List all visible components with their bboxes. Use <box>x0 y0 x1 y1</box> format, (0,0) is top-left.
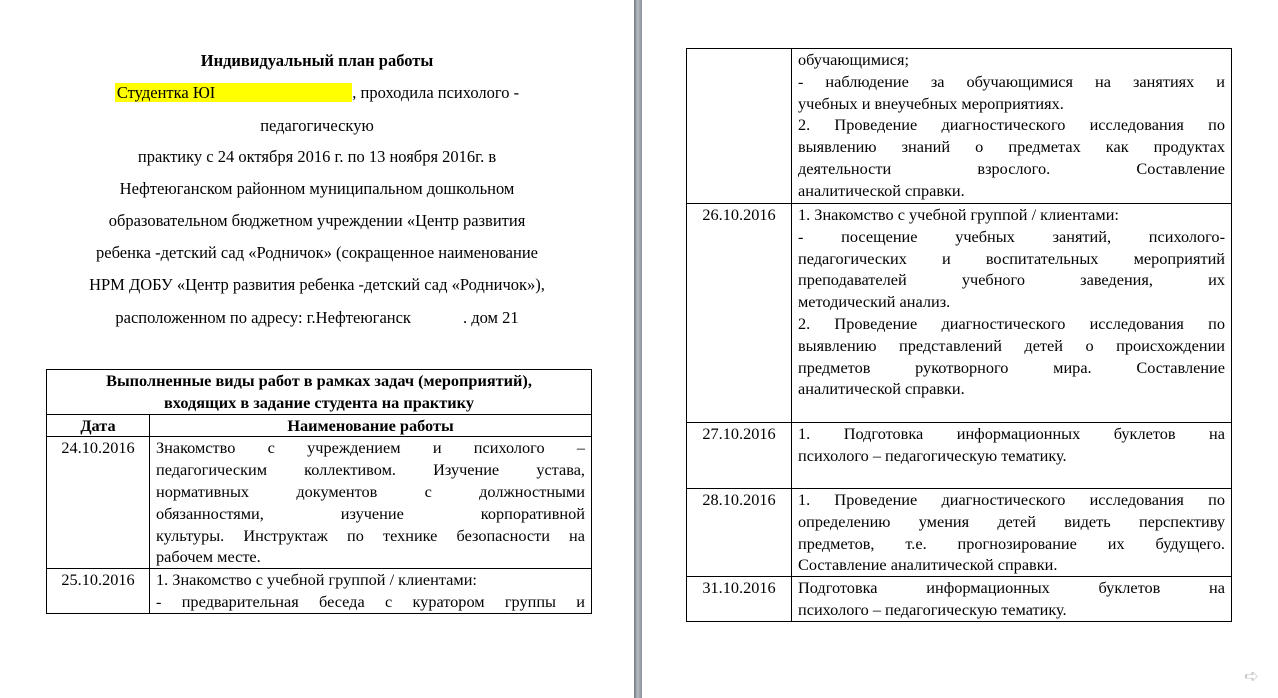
row-date: 28.10.2016 <box>687 489 792 577</box>
table-row <box>687 489 1232 577</box>
table-row <box>47 437 592 569</box>
row-work: 1. Знакомство с учебной группой / клиентами: - предварительная беседа с куратором группы и <box>150 569 592 614</box>
address-line: расположенном по адресу: г.Нефтеюганск . дом 21 <box>115 308 519 327</box>
row-work: обучающимися; - наблюдение за обучающимися на занятиях и учебных и внеучебных мероприятиях. 2. Проведение диагностического исследования по выявлению знаний о предметах как продуктах деятельности взрослого. Составление аналитической справки. <box>792 49 1232 204</box>
highlighted-student-name: Студентка ЮІ <box>115 83 352 102</box>
header-line-4: практику с 24 октября 2016 г. по 13 ноября 2016г. в <box>137 147 497 166</box>
header-line-3: педагогическую <box>260 116 374 135</box>
document-page-right <box>642 0 1278 698</box>
header-line-5: Нефтеюганском районном муниципальном дошкольном <box>119 179 515 198</box>
redacted-name <box>215 85 350 101</box>
column-header-date: Дата <box>47 414 150 437</box>
table-row <box>687 49 1232 204</box>
next-arrow-icon[interactable]: ➪ <box>1244 666 1260 687</box>
student-line: Студентка ЮІ , проходила психолого - <box>116 83 520 102</box>
row-date: 25.10.2016 <box>47 569 150 614</box>
table-row <box>687 423 1232 489</box>
row-date: 24.10.2016 <box>47 437 150 569</box>
doc-title: Индивидуальный план работы <box>200 51 434 70</box>
row-date: 27.10.2016 <box>687 423 792 489</box>
row-date: 31.10.2016 <box>687 577 792 622</box>
header-line-6: образовательном бюджетном учреждении «Центр развития <box>108 211 526 230</box>
header-line-8: НРМ ДОБУ «Центр развития ребенка -детский сад «Родничок»), <box>89 275 545 294</box>
document-page-left <box>0 0 634 698</box>
row-work: 1. Знакомство с учебной группой / клиентами: - посещение учебных занятий, психолого- педагогических и воспитательных мероприятий преподавателей учебного заведения, их методический анализ. 2. Проведение диагностического исследования по выявлению представлений детей о происхождении предметов рукотворного мира. Составление аналитической справки. <box>792 204 1232 423</box>
table-row <box>687 204 1232 423</box>
row-work: 1. Проведение диагностического исследования по определению умения детей видеть перспективу предметов, т.е. прогнозирование их будущего. Составление аналитической справки. <box>792 489 1232 577</box>
page-gap <box>634 0 642 698</box>
work-table-part-2 <box>686 48 1232 622</box>
table-row <box>687 577 1232 622</box>
row-date: 26.10.2016 <box>687 204 792 423</box>
row-date <box>687 49 792 204</box>
row-work: Знакомство с учреждением и психолого – педагогическим коллективом. Изучение устава, нормативных документов с должностными обязанностями, изучение корпоративной культуры. Инструктаж по технике безопасности на рабочем месте. <box>150 437 592 569</box>
column-header-work: Наименование работы <box>150 414 592 437</box>
work-table-part-1 <box>46 369 592 614</box>
table-row <box>47 569 592 614</box>
table-caption: Выполненные виды работ в рамках задач (мероприятий), входящих в задание студента на практику <box>47 370 592 415</box>
header-line-7: ребенка -детский сад «Родничок» (сокращенное наименование <box>96 243 538 262</box>
row-work: Подготовка информационных буклетов на психолого – педагогическую тематику. <box>792 577 1232 622</box>
row-work: 1. Подготовка информационных буклетов на психолого – педагогическую тематику. <box>792 423 1232 489</box>
